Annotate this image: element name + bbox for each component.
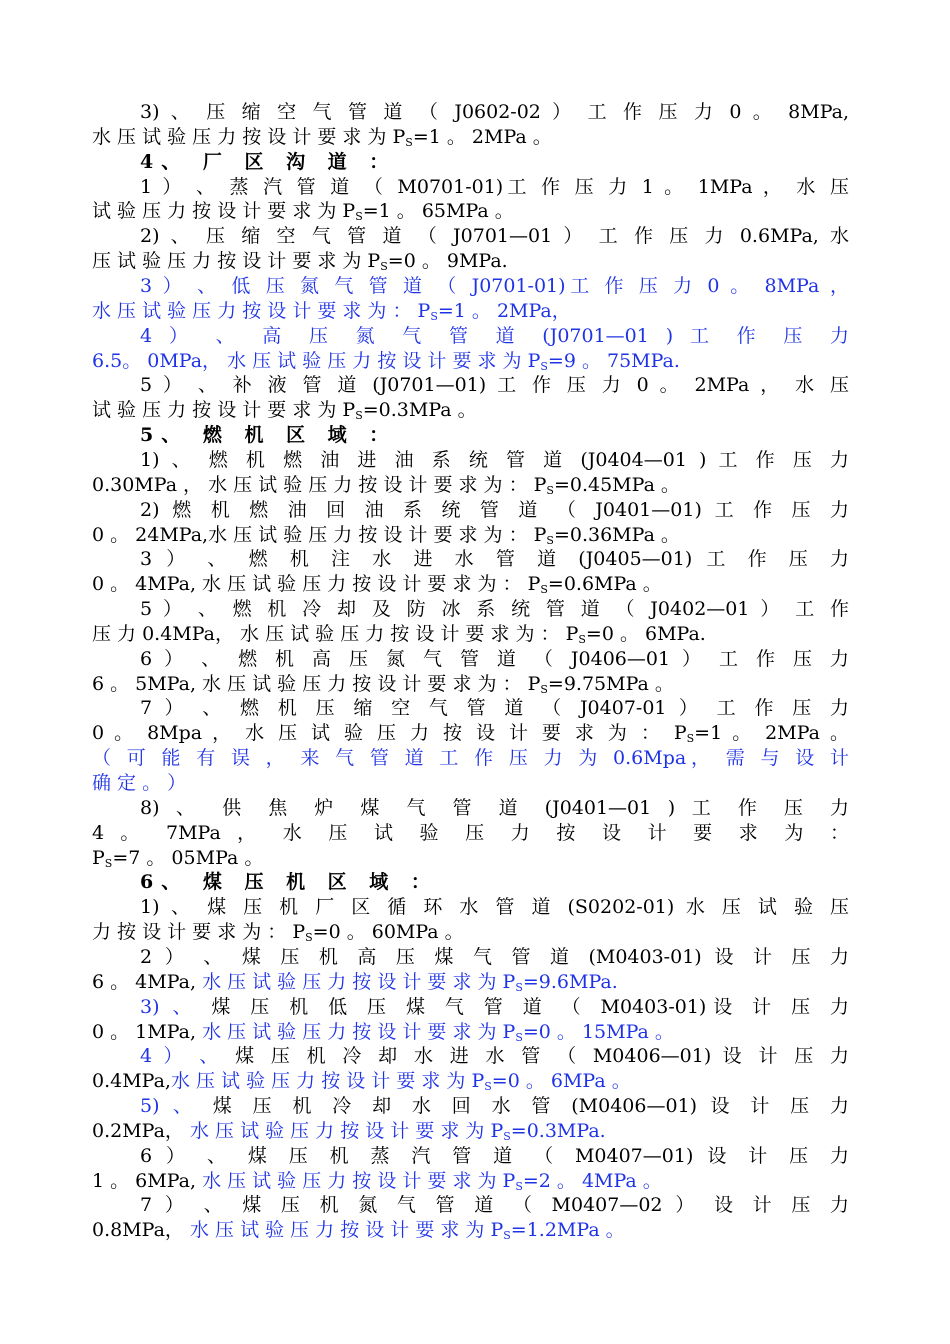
- subscript: S: [578, 632, 586, 646]
- text-segment: 5 ） 、 补 液 管 道 (J0701—01) 工 作 压 力 0 。 2MPa ， 水 压: [140, 374, 849, 397]
- text-segment: 水 压 试 验 压 力 按 设 计 要 求 为 P: [202, 970, 516, 993]
- text-line: [140, 498, 849, 523]
- text-line: [140, 547, 849, 572]
- text-line: [140, 796, 849, 821]
- text-segment: 水 压 试 验 压 力 按 设 计 要 求 为 P: [202, 1169, 516, 1192]
- text-line: [92, 1119, 849, 1144]
- text-line: [92, 771, 849, 796]
- text-segment: =0.3MPa.: [510, 1119, 606, 1142]
- subscript: S: [380, 260, 388, 274]
- text-line: [92, 199, 849, 224]
- text-line: [140, 995, 849, 1020]
- text-segment: 4 ） 、 高 压 氮 气 管 道 (J0701—01 ) 工 作 压 力: [140, 324, 849, 347]
- text-segment: 3 ） 、 燃 机 注 水 进 水 管 道 (J0405—01) 工 作 压 力: [140, 548, 849, 571]
- text-segment: 0.4MPa,: [92, 1070, 171, 1093]
- text-line: [140, 895, 849, 920]
- text-line: [140, 945, 849, 970]
- text-segment: 压 试 验 压 力 按 设 计 要 求 为 P: [92, 250, 381, 273]
- text-segment: 4 。 7MPa ， 水 压 试 验 压 力 按 设 计 要 求 为 ：: [92, 821, 849, 844]
- text-line: [140, 373, 849, 398]
- text-segment: =1 。 65MPa 。: [362, 200, 514, 223]
- text-segment: 煤 压 机 冷 却 水 回 水 管 (M0406—01) 设 计 压 力: [199, 1095, 849, 1117]
- text-segment: =9.6MPa.: [522, 970, 618, 993]
- text-segment: 试 验 压 力 按 设 计 要 求 为 P: [92, 200, 356, 223]
- subscript: S: [484, 1080, 492, 1094]
- text-segment: 4、 厂 区 沟 道 ：: [140, 150, 397, 173]
- text-segment: 压 力 0.4MPa， 水 压 试 验 压 力 按 设 计 要 求 为 ： P: [92, 622, 579, 645]
- text-line: [92, 572, 849, 597]
- text-segment: 2) 、 压 缩 空 气 管 道 （ J0701—01 ） 工 作 压 力 0.6MPa, 水: [140, 225, 849, 248]
- text-line: [92, 523, 849, 548]
- text-line: [92, 1169, 849, 1194]
- text-segment: 7 ） 、 煤 压 机 氮 气 管 道 （ M0407—02 ） 设 计 压 力: [140, 1194, 849, 1217]
- text-line: [92, 1218, 849, 1243]
- text-segment: =7 。 05MPa 。: [112, 846, 264, 869]
- text-segment: 7 ） 、 燃 机 压 缩 空 气 管 道 （ J0407-01 ） 工 作 压 力: [140, 697, 849, 720]
- text-line: [140, 100, 849, 125]
- subscript: S: [515, 1179, 523, 1193]
- text-segment: 试 验 压 力 按 设 计 要 求 为 P: [92, 399, 356, 422]
- subscript: S: [540, 359, 548, 373]
- section-heading: [140, 870, 849, 895]
- text-segment: 6 。 4MPa,: [92, 970, 203, 993]
- text-segment: 5) 、: [140, 1095, 200, 1117]
- text-segment: 0.8MPa，: [92, 1219, 190, 1242]
- subscript: S: [515, 1030, 523, 1044]
- text-segment: 力 按 设 计 要 求 为 ： P: [92, 921, 306, 944]
- text-line: [92, 249, 849, 274]
- text-segment: =2 。 4MPa 。: [522, 1169, 662, 1192]
- text-segment: 2 ） 、 煤 压 机 高 压 煤 气 管 道 (M0403-01) 设 计 压 力: [140, 945, 849, 968]
- subscript: S: [355, 210, 363, 224]
- text-segment: =1.2MPa 。: [510, 1219, 625, 1242]
- text-segment: 3) 、: [140, 995, 199, 1018]
- subscript: S: [503, 1229, 511, 1243]
- text-segment: 0 。 1MPa,: [92, 1020, 203, 1043]
- subscript: S: [355, 409, 363, 423]
- text-line: [92, 398, 849, 423]
- text-line: [140, 1193, 849, 1218]
- text-line: [92, 920, 849, 945]
- text-segment: 0.2MPa，: [92, 1119, 190, 1142]
- section-heading: [140, 150, 849, 175]
- text-line: [92, 846, 849, 871]
- text-segment: 1) 、 燃 机 燃 油 进 油 系 统 管 道 (J0404—01 ) 工 作 压 力: [140, 448, 849, 471]
- text-segment: 1 。 6MPa,: [92, 1169, 203, 1192]
- subscript: S: [503, 1129, 511, 1143]
- text-line: [92, 821, 849, 846]
- text-line: [140, 647, 849, 672]
- subscript: S: [540, 583, 548, 597]
- text-segment: =0 。 6MPa 。: [491, 1070, 631, 1093]
- text-segment: 确 定 。 ）: [92, 772, 187, 794]
- text-segment: 2) 燃 机 燃 油 回 油 系 统 管 道 （ J0401—01) 工 作 压 力: [140, 498, 849, 521]
- text-line: [92, 672, 849, 697]
- text-segment: 6.5。 0MPa， 水 压 试 验 压 力 按 设 计 要 求 为 P: [92, 349, 541, 372]
- text-line: [92, 622, 849, 647]
- text-segment: =0 。 9MPa.: [387, 250, 508, 273]
- text-segment: 8) 、 供 焦 炉 煤 气 管 道 (J0401—01 ) 工 作 压 力: [140, 796, 849, 819]
- subscript: S: [546, 533, 554, 547]
- text-line: [92, 473, 849, 498]
- text-segment: 0.30MPa ， 水 压 试 验 压 力 按 设 计 要 求 为 ： P: [92, 473, 547, 496]
- text-segment: =0.45MPa 。: [553, 473, 680, 496]
- text-line: [140, 597, 849, 622]
- text-segment: =1 。 2MPa 。: [694, 722, 849, 745]
- text-segment: 6 ） 、 燃 机 高 压 氮 气 管 道 （ J0406—01 ） 工 作 压 力: [140, 647, 849, 670]
- text-segment: 0 。 8Mpa ， 水 压 试 验 压 力 按 设 计 要 求 为 ： P: [92, 722, 687, 745]
- subscript: S: [104, 856, 113, 870]
- text-line: [140, 324, 849, 349]
- text-line: [92, 970, 849, 995]
- text-segment: =0 。 15MPa 。: [522, 1020, 674, 1043]
- text-segment: 6 ） 、 煤 压 机 蒸 汽 管 道 （ M0407—01) 设 计 压 力: [140, 1144, 849, 1167]
- text-segment: 0 。 24MPa,水 压 试 验 压 力 按 设 计 要 求 为 ： P: [92, 523, 547, 546]
- text-segment: 1 ） 、 蒸 汽 管 道 （ M0701-01)工 作 压 力 1 。 1MPa ， 水 压: [140, 175, 849, 198]
- text-segment: =0 。 6MPa.: [585, 622, 706, 645]
- text-segment: 水 压 试 验 压 力 按 设 计 要 求 为 P: [202, 1020, 516, 1043]
- text-segment: 3) 、 压 缩 空 气 管 道 （ J0602-02 ） 工 作 压 力 0 。 8MPa,: [140, 101, 849, 123]
- text-line: [140, 1044, 849, 1069]
- text-segment: =1 。 2MPa，: [437, 299, 571, 322]
- text-segment: =0.3MPa 。: [362, 399, 477, 422]
- text-segment: =9.75MPa 。: [547, 672, 674, 695]
- text-segment: 5、 燃 机 区 域 ：: [140, 424, 397, 447]
- text-segment: 水 压 试 验 压 力 按 设 计 要 求 为 P: [170, 1070, 485, 1093]
- text-line: [140, 175, 849, 200]
- subscript: S: [515, 980, 523, 994]
- text-line: [92, 746, 849, 771]
- subscript: S: [305, 931, 313, 945]
- section-heading: [140, 423, 849, 448]
- text-segment: 煤 压 机 冷 却 水 进 水 管 （ M0406—01) 设 计 压 力: [223, 1045, 849, 1068]
- text-line: [140, 1094, 849, 1119]
- text-line: [140, 1144, 849, 1169]
- text-line: [140, 448, 849, 473]
- text-segment: 3 ） 、 低 压 氮 气 管 道 （ J0701-01)工 作 压 力 0 。 8MPa ，: [140, 275, 849, 297]
- text-segment: 水 压 试 验 压 力 按 设 计 要 求 为 P: [189, 1119, 504, 1142]
- text-segment: =0.36MPa 。: [553, 523, 680, 546]
- text-segment: 4 ） 、: [140, 1045, 224, 1068]
- text-line: [140, 274, 849, 299]
- subscript: S: [405, 135, 413, 149]
- text-segment: =0 。 60MPa 。: [312, 921, 464, 944]
- text-segment: 水 压 试 验 压 力 按 设 计 要 求 为 ： P: [92, 299, 431, 322]
- text-segment: 5 ） 、 燃 机 冷 却 及 防 冰 系 统 管 道 （ J0402—01 ） 工 作: [140, 598, 849, 620]
- text-segment: 煤 压 机 低 压 煤 气 管 道 （ M0403-01)设 计 压 力: [198, 995, 849, 1018]
- text-line: [92, 349, 849, 374]
- subscript: S: [540, 682, 548, 696]
- text-segment: 6 。 5MPa, 水 压 试 验 压 力 按 设 计 要 求 为 ： P: [92, 672, 541, 695]
- text-segment: =9 。 75MPa.: [547, 349, 680, 372]
- text-line: [92, 1069, 849, 1094]
- text-segment: 0 。 4MPa, 水 压 试 验 压 力 按 设 计 要 求 为 ： P: [92, 573, 541, 596]
- text-line: [140, 224, 849, 249]
- text-segment: =1 。 2MPa 。: [412, 125, 552, 148]
- subscript: S: [430, 309, 438, 323]
- text-line: [92, 299, 849, 324]
- text-segment: 水 压 试 验 压 力 按 设 计 要 求 为 P: [92, 125, 406, 148]
- text-segment: =0.6MPa 。: [547, 573, 662, 596]
- text-line: [92, 721, 849, 746]
- subscript: S: [546, 483, 554, 497]
- text-segment: P: [92, 846, 105, 869]
- text-segment: 1) 、 煤 压 机 厂 区 循 环 水 管 道 (S0202-01) 水 压 试 验 压: [140, 896, 849, 919]
- text-segment: 6、 煤 压 机 区 域 ：: [140, 871, 438, 894]
- text-line: [140, 696, 849, 721]
- text-line: [92, 1020, 849, 1045]
- subscript: S: [686, 732, 695, 746]
- text-segment: （ 可 能 有 误 ， 来 气 管 道 工 作 压 力 为 0.6Mpa， 需 与 设 计: [92, 747, 849, 770]
- text-line: [92, 125, 849, 150]
- text-segment: 水 压 试 验 压 力 按 设 计 要 求 为 P: [189, 1219, 504, 1242]
